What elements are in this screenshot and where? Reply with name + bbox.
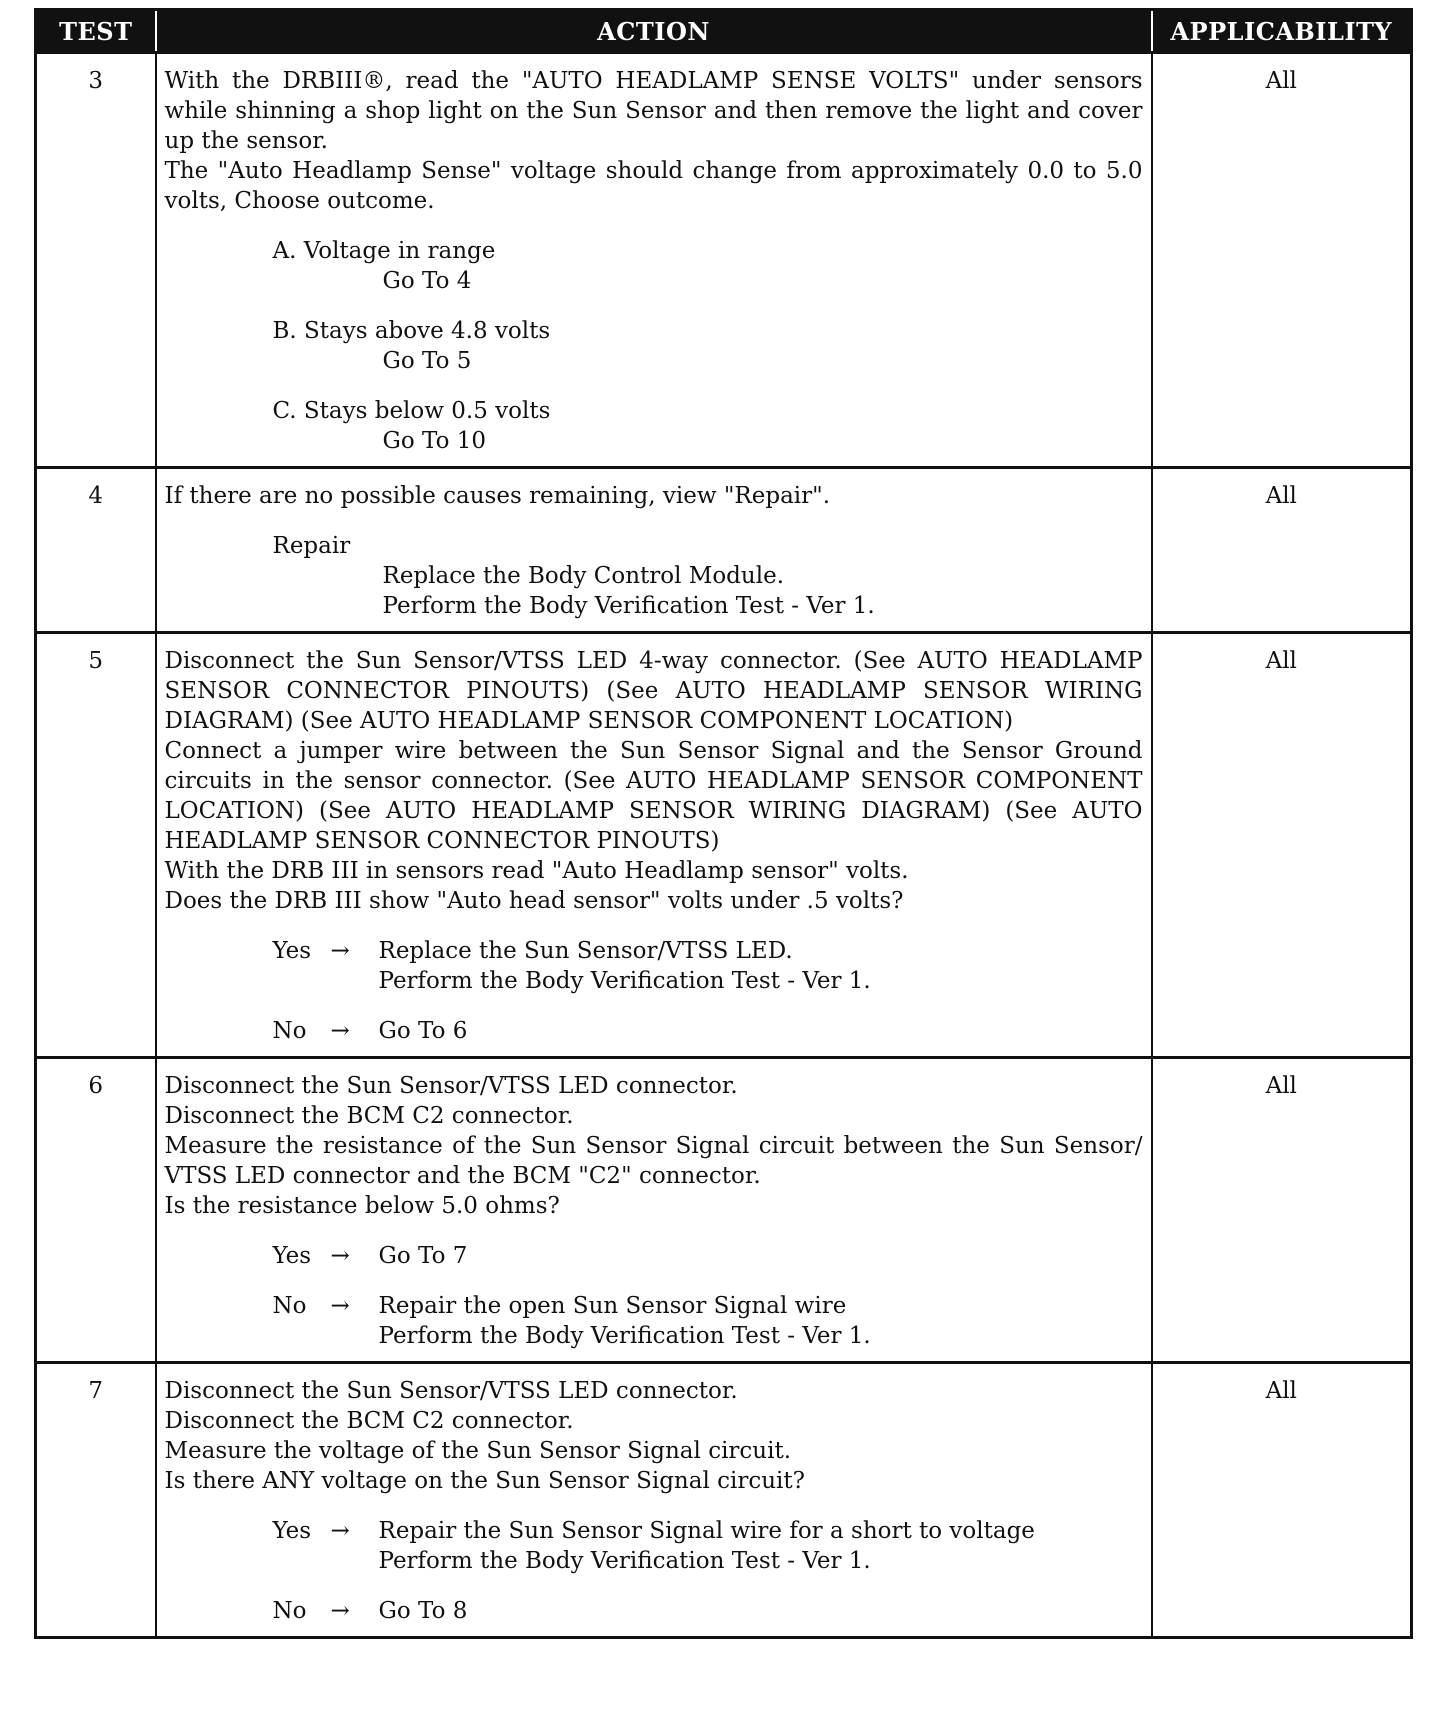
- outcome-option: [165, 396, 1143, 456]
- action-cell: [156, 633, 1152, 1058]
- answer-key: Yes: [272, 1243, 312, 1269]
- answer-key: Yes: [272, 938, 312, 964]
- outcome-option: [165, 236, 1143, 296]
- answer-line: Perform the Body Verification Test - Ver 1.: [378, 1548, 871, 1574]
- answer-body: [379, 1016, 1143, 1046]
- header-test: TEST: [36, 10, 156, 53]
- table-header: [36, 10, 1412, 53]
- answer-key: No: [272, 1598, 307, 1624]
- answer-yes: [165, 936, 1143, 996]
- answer-yes: [165, 1516, 1143, 1576]
- table-row: [36, 633, 1412, 1058]
- action-cell: [156, 468, 1152, 633]
- action-text: With the DRBIII®, read the "AUTO HEADLAMP SENSE VOLTS" under sensors while shinning a shop light on the Sun Sensor and then remove the light and cover up the sensor.: [164, 68, 1143, 154]
- action-text: Is there ANY voltage on the Sun Sensor Signal circuit?: [164, 1468, 805, 1494]
- action-text: Does the DRB III show "Auto head sensor" volts under .5 volts?: [164, 888, 904, 914]
- action-text: Disconnect the BCM C2 connector.: [164, 1103, 574, 1129]
- answer-no: [165, 1016, 1143, 1046]
- action-text: Disconnect the Sun Sensor/VTSS LED connector.: [164, 1378, 738, 1404]
- test-number: 5: [36, 633, 156, 1058]
- option-label: A. Voltage in range: [272, 238, 496, 264]
- action-text: With the DRB III in sensors read "Auto Headlamp sensor" volts.: [164, 858, 909, 884]
- test-number: 6: [36, 1058, 156, 1363]
- right-arrow-icon: →: [330, 1018, 350, 1044]
- action-cell: [156, 1058, 1152, 1363]
- answer-line: Repair the open Sun Sensor Signal wire: [378, 1293, 847, 1319]
- action-text: Measure the voltage of the Sun Sensor Signal circuit.: [164, 1438, 792, 1464]
- answer-no: [165, 1291, 1143, 1351]
- action-text: Measure the resistance of the Sun Sensor Signal circuit between the Sun Sensor/ VTSS LED connector and the BCM "C2" connector.: [164, 1133, 1143, 1189]
- repair-label: Repair: [272, 533, 351, 559]
- answer-key: No: [272, 1293, 307, 1319]
- applicability-value: All: [1152, 1058, 1412, 1363]
- answer-body: [379, 1596, 1143, 1626]
- applicability-value: All: [1152, 633, 1412, 1058]
- table-row: [36, 1363, 1412, 1638]
- answer-key: Yes: [272, 1518, 312, 1544]
- answer-line: Go To 6: [378, 1018, 468, 1044]
- answer-line: Go To 8: [378, 1598, 468, 1624]
- action-text: Disconnect the Sun Sensor/VTSS LED connector.: [164, 1073, 738, 1099]
- repair-step: Replace the Body Control Module.: [382, 563, 785, 589]
- applicability-value: All: [1152, 1363, 1412, 1638]
- table-row: [36, 53, 1412, 468]
- right-arrow-icon: →: [330, 1293, 350, 1319]
- right-arrow-icon: →: [330, 1243, 350, 1269]
- repair-step: Perform the Body Verification Test - Ver 1.: [382, 593, 875, 619]
- answer-body: [379, 1241, 1143, 1271]
- option-label: C. Stays below 0.5 volts: [272, 398, 551, 424]
- header-applicability: APPLICABILITY: [1152, 10, 1412, 53]
- table-row: [36, 468, 1412, 633]
- answer-body: [379, 1291, 1143, 1351]
- diagnostic-procedure-table: [34, 8, 1413, 1639]
- action-text: Is the resistance below 5.0 ohms?: [164, 1193, 560, 1219]
- table-row: [36, 1058, 1412, 1363]
- action-cell: [156, 53, 1152, 468]
- option-goto: Go To 10: [382, 428, 487, 454]
- right-arrow-icon: →: [330, 938, 350, 964]
- answer-line: Go To 7: [378, 1243, 468, 1269]
- applicability-value: All: [1152, 468, 1412, 633]
- action-text: Disconnect the Sun Sensor/VTSS LED 4-way connector. (See AUTO HEADLAMP SENSOR CONNECTOR PINOUTS) (See AUTO HEADLAMP SENSOR WIRING DIAGRAM) (See AUTO HEADLAMP SENSOR COMPONENT LOCATION): [164, 648, 1143, 734]
- action-cell: [156, 1363, 1152, 1638]
- outcome-option: [165, 316, 1143, 376]
- option-goto: Go To 4: [382, 268, 472, 294]
- repair-block: [165, 531, 1143, 621]
- right-arrow-icon: →: [330, 1518, 350, 1544]
- action-text: The "Auto Headlamp Sense" voltage should change from approximately 0.0 to 5.0 volts, Choose outcome.: [164, 158, 1143, 214]
- option-label: B. Stays above 4.8 volts: [272, 318, 551, 344]
- answer-line: Replace the Sun Sensor/VTSS LED.: [378, 938, 793, 964]
- answer-line: Repair the Sun Sensor Signal wire for a short to voltage: [378, 1518, 1035, 1544]
- test-number: 7: [36, 1363, 156, 1638]
- answer-line: Perform the Body Verification Test - Ver 1.: [378, 968, 871, 994]
- right-arrow-icon: →: [330, 1598, 350, 1624]
- answer-body: [379, 936, 1143, 996]
- test-number: 4: [36, 468, 156, 633]
- answer-key: No: [272, 1018, 307, 1044]
- test-number: 3: [36, 53, 156, 468]
- answer-no: [165, 1596, 1143, 1626]
- action-text: Disconnect the BCM C2 connector.: [164, 1408, 574, 1434]
- action-text: If there are no possible causes remaining, view "Repair".: [164, 483, 831, 509]
- option-goto: Go To 5: [382, 348, 472, 374]
- action-text: Connect a jumper wire between the Sun Sensor Signal and the Sensor Ground circuits in the sensor connector. (See AUTO HEADLAMP SENSOR COMPONENT LOCATION) (See AUTO HEADLAMP SENSOR WIRING DIAGRAM) (See AUTO HEADLAMP SENSOR CONNECTOR PINOUTS): [164, 738, 1143, 854]
- header-action: ACTION: [156, 10, 1152, 53]
- answer-yes: [165, 1241, 1143, 1271]
- answer-line: Perform the Body Verification Test - Ver 1.: [378, 1323, 871, 1349]
- answer-body: [379, 1516, 1143, 1576]
- applicability-value: All: [1152, 53, 1412, 468]
